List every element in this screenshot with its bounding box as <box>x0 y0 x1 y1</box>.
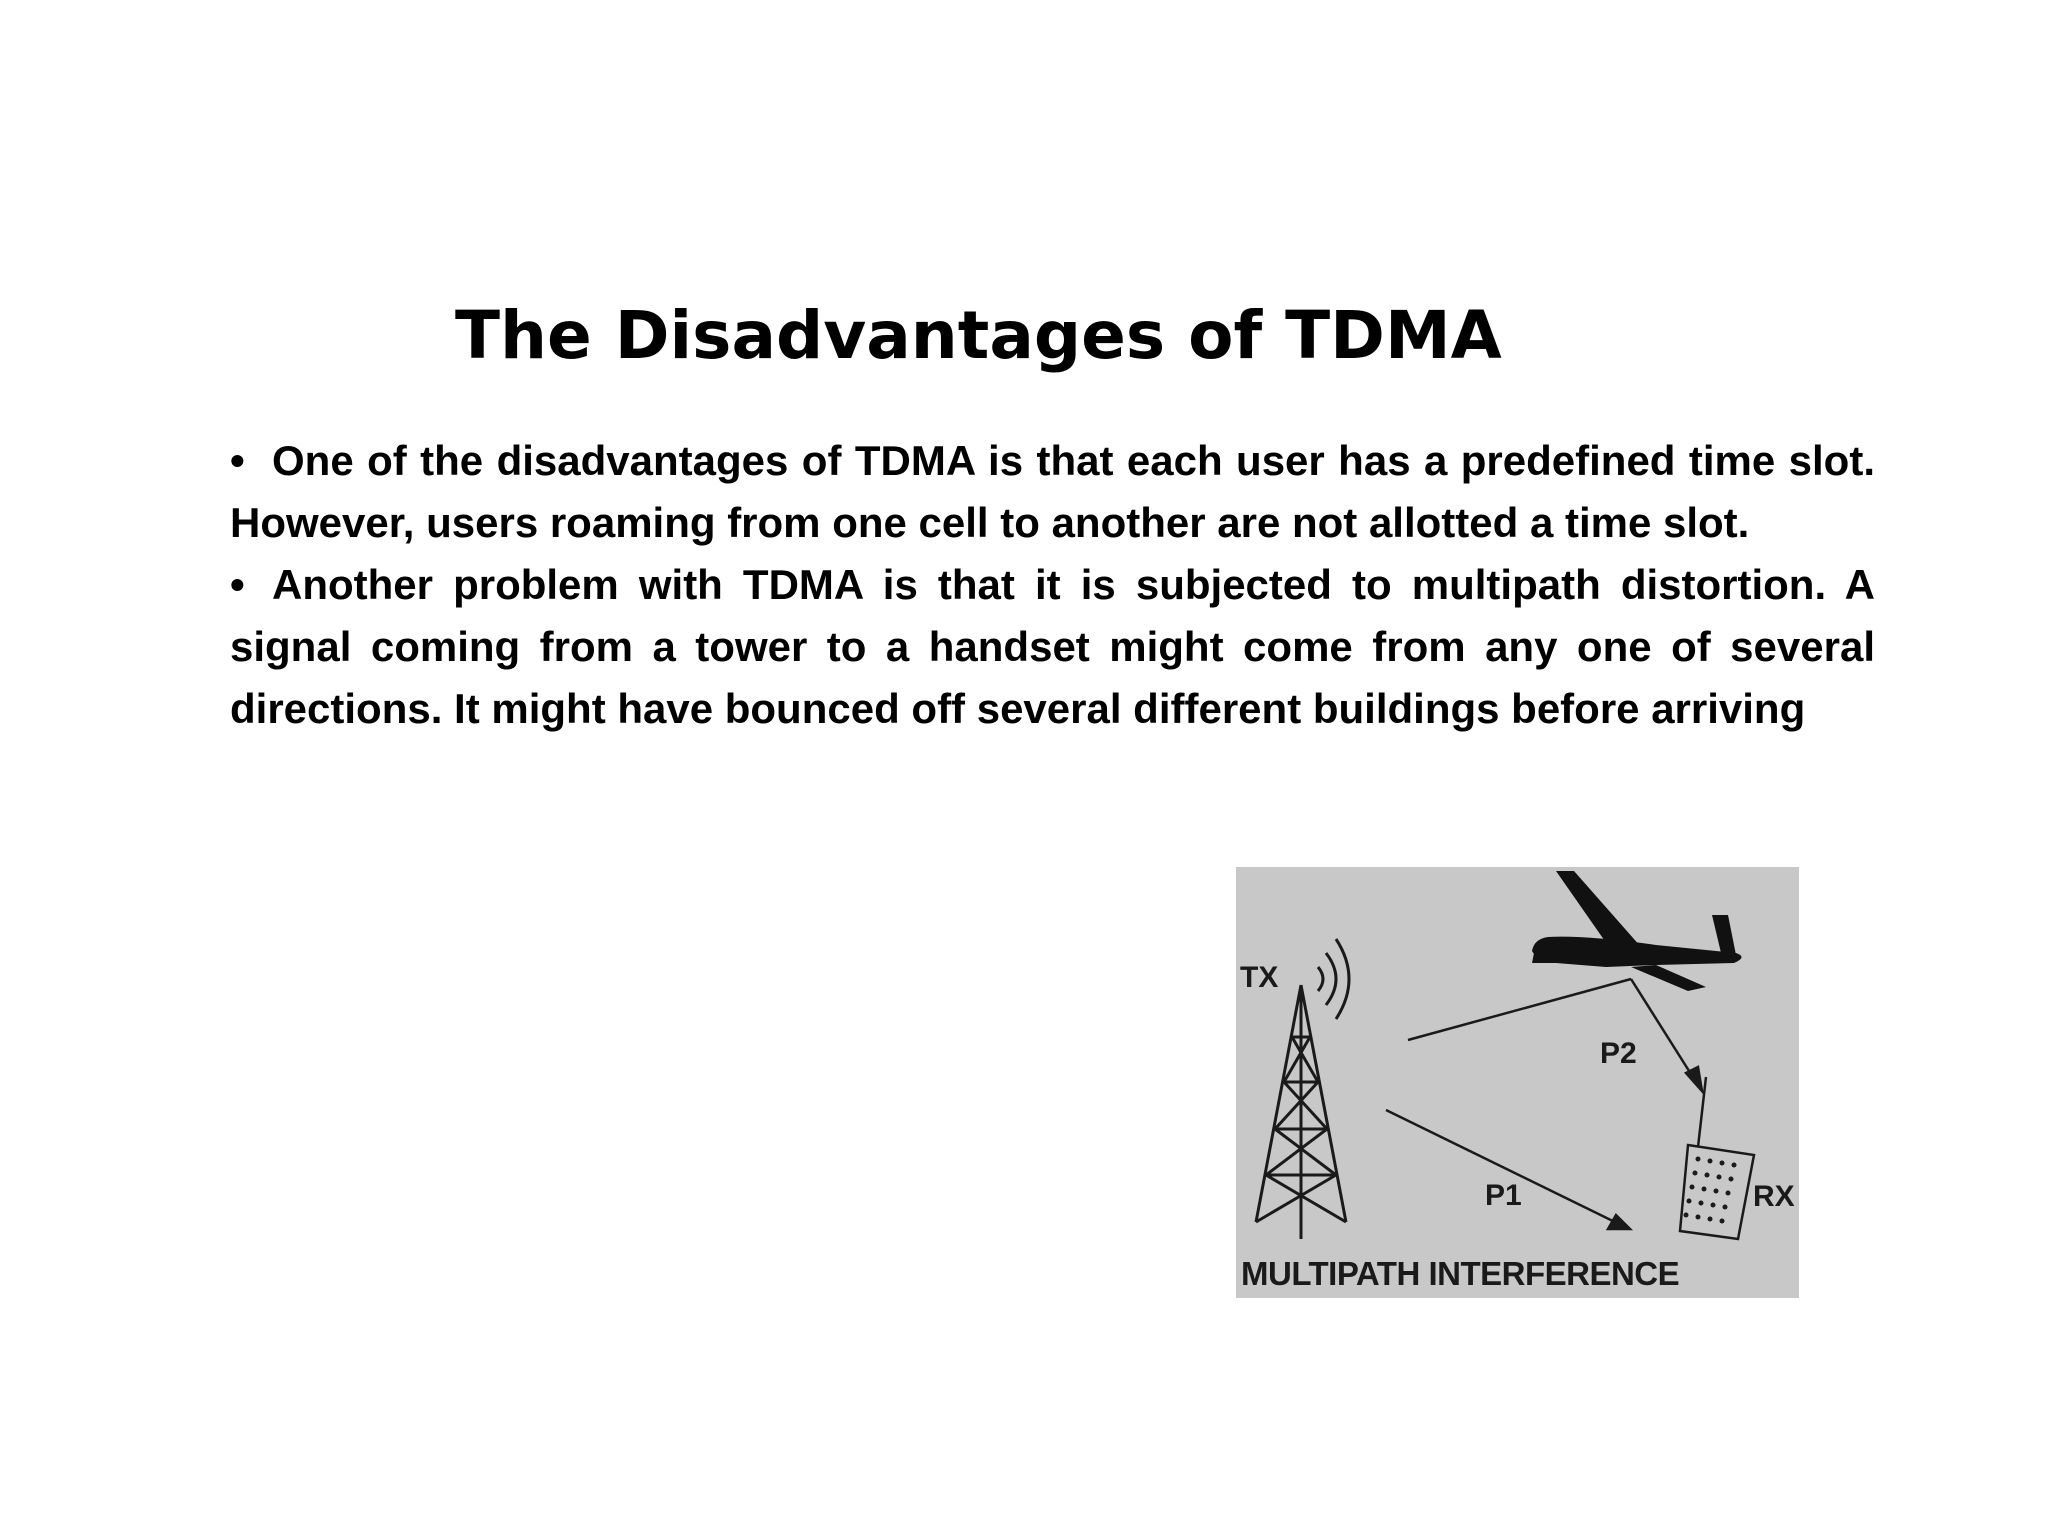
rx-label: RX <box>1753 1180 1795 1213</box>
airplane-icon <box>1532 871 1742 991</box>
p1-label: P1 <box>1485 1179 1522 1212</box>
paragraph-text: Another problem with TDMA is that it is subjected to multipath distortion. A signal coming from a tower to a handset might come from any one of several directions. It might have bounced off several different buildings before arriving <box>230 561 1875 732</box>
bullet-paragraph-1 <box>230 430 1875 554</box>
bullet-glyph: • <box>230 561 245 608</box>
bullet-glyph: • <box>230 437 245 484</box>
paragraph-text: One of the disadvantages of TDMA is that each user has a predefined time slot. However, users roaming from one cell to another are not allotted a time slot. <box>230 437 1875 546</box>
figure-caption: MULTIPATH INTERFERENCE <box>1241 1255 1680 1292</box>
handset-icon <box>1680 1077 1754 1239</box>
radio-waves-icon <box>1318 939 1349 1019</box>
transmitter-tower-icon <box>1256 985 1346 1239</box>
bullet-paragraph-2 <box>230 554 1875 740</box>
tx-label: TX <box>1240 961 1279 994</box>
figure-drawing <box>1236 867 1799 1298</box>
p2-label: P2 <box>1600 1037 1637 1070</box>
slide-body <box>230 430 1875 740</box>
multipath-interference-figure <box>1236 867 1799 1298</box>
path-p2 <box>1408 979 1702 1091</box>
slide-title: The Disadvantages of TDMA <box>455 297 1502 374</box>
